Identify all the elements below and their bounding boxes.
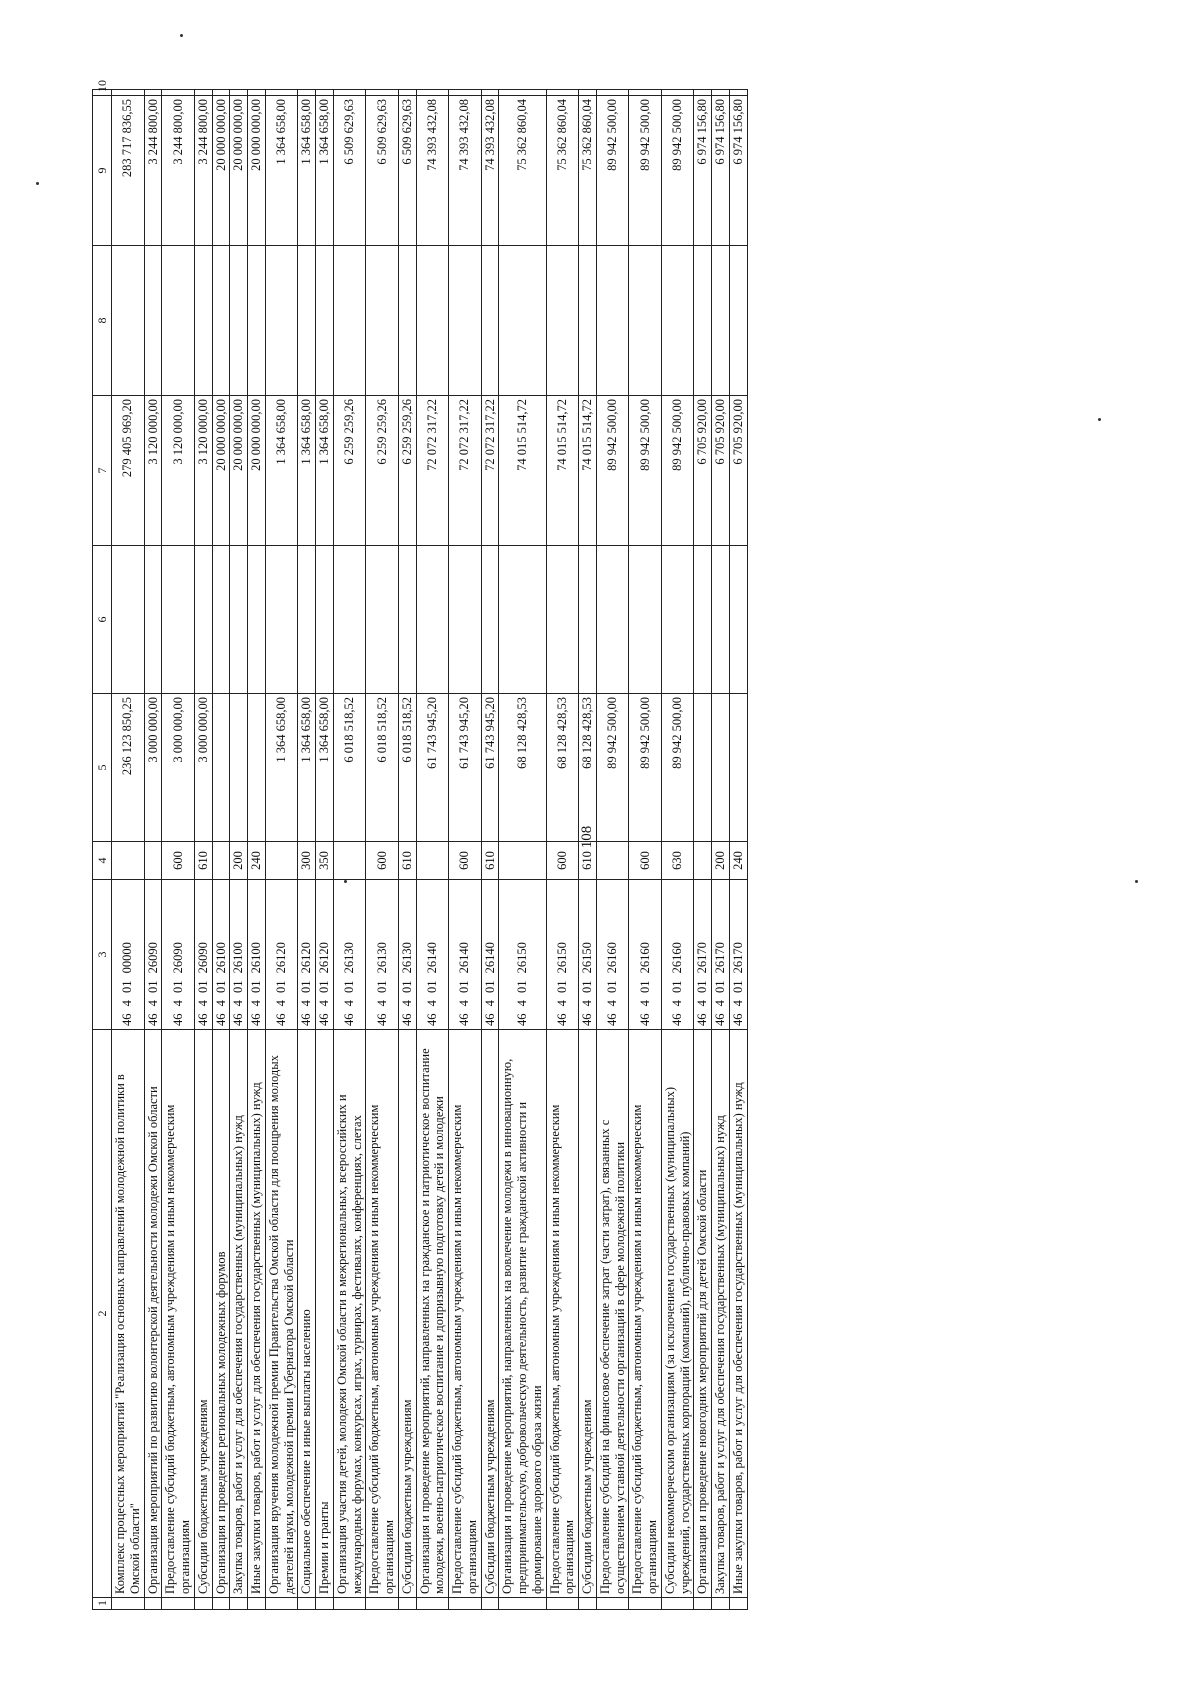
scan-speck [180, 34, 183, 37]
amount-cell: 75 362 860,04 [546, 96, 579, 246]
description-cell: Закупка товаров, работ и услуг для обеспечения государственных (муниципальных) нужд [712, 1030, 730, 1598]
target-article-code-cell: 46 4 01 26100 [212, 880, 230, 1030]
amount-cell [416, 546, 449, 694]
amount-cell [661, 546, 694, 694]
row-number-cell [194, 1598, 212, 1610]
amount-cell: 75 362 860,04 [499, 96, 546, 246]
amount-cell: 72 072 317,22 [481, 396, 499, 546]
amount-cell [579, 246, 597, 396]
amount-cell: 3 120 000,00 [162, 396, 195, 546]
row-number-cell [449, 1598, 482, 1610]
header-cell: 4 [93, 842, 112, 880]
amount-cell [712, 90, 730, 96]
description-cell: Организация участия детей, молодежи Омской области в межрегиональных, всероссийских и международных форумах, конкурсах, играх, турнирах, фестивалях, конференциях, слетах [333, 1030, 366, 1598]
amount-cell [661, 90, 694, 96]
amount-cell: 89 942 500,00 [661, 694, 694, 842]
amount-cell [481, 246, 499, 396]
amount-cell: 1 364 658,00 [265, 694, 298, 842]
target-article-code-cell: 46 4 01 26100 [230, 880, 248, 1030]
amount-cell [499, 90, 546, 96]
expense-type-cell: 610 [398, 842, 416, 880]
row-number-cell [546, 1598, 579, 1610]
expense-type-cell: 240 [248, 842, 266, 880]
target-article-code-cell: 46 4 01 26120 [265, 880, 298, 1030]
description-cell: Организация и проведение мероприятий, направленных на вовлечение молодежи в инновационную, предпринимательскую, добровольческую деятельность, развитие гражданской активности и формирование здорового образа жизни [499, 1030, 546, 1598]
amount-cell: 89 942 500,00 [661, 96, 694, 246]
table-row [144, 90, 162, 1610]
amount-cell [546, 546, 579, 694]
expense-type-cell: 200 [712, 842, 730, 880]
expense-type-cell: 600 [366, 842, 399, 880]
target-article-code-cell: 46 4 01 26100 [248, 880, 266, 1030]
expense-type-cell: 600 [629, 842, 662, 880]
amount-cell: 6 974 156,80 [729, 96, 747, 246]
expense-type-cell [144, 842, 162, 880]
header-cell: 8 [93, 246, 112, 396]
target-article-code-cell: 46 4 01 26090 [194, 880, 212, 1030]
expense-type-cell [694, 842, 712, 880]
target-article-code-cell: 46 4 01 26090 [144, 880, 162, 1030]
amount-cell: 236 123 850,25 [112, 694, 145, 842]
header-cell: 1 [93, 1598, 112, 1610]
amount-cell [194, 546, 212, 694]
description-cell: Предоставление субсидий бюджетным, автономным учреждениям и иным некоммерческим организациям [449, 1030, 482, 1598]
table-row [212, 90, 230, 1610]
amount-cell: 6 509 629,63 [366, 96, 399, 246]
amount-cell: 61 743 945,20 [449, 694, 482, 842]
table-row [481, 90, 499, 1610]
expense-type-cell: 300 [298, 842, 316, 880]
target-article-code-cell: 46 4 01 26090 [162, 880, 195, 1030]
header-cell: 3 [93, 880, 112, 1030]
amount-cell [194, 90, 212, 96]
amount-cell [298, 90, 316, 96]
amount-cell [144, 90, 162, 96]
header-cell: 10 [93, 90, 112, 96]
amount-cell: 1 364 658,00 [298, 396, 316, 546]
amount-cell: 20 000 000,00 [248, 396, 266, 546]
amount-cell: 20 000 000,00 [230, 396, 248, 546]
amount-cell [596, 246, 629, 396]
amount-cell: 74 393 432,08 [416, 96, 449, 246]
amount-cell [248, 90, 266, 96]
target-article-code-cell: 46 4 01 26150 [546, 880, 579, 1030]
row-number-cell [629, 1598, 662, 1610]
amount-cell [366, 246, 399, 396]
amount-cell [162, 546, 195, 694]
amount-cell [212, 546, 230, 694]
amount-cell [316, 246, 334, 396]
amount-cell [546, 90, 579, 96]
target-article-code-cell: 46 4 01 26140 [481, 880, 499, 1030]
header-cell: 2 [93, 1030, 112, 1598]
table-row [579, 90, 597, 1610]
amount-cell: 68 128 428,53 [499, 694, 546, 842]
amount-cell: 3 000 000,00 [162, 694, 195, 842]
row-number-cell [481, 1598, 499, 1610]
table-row [248, 90, 266, 1610]
target-article-code-cell: 46 4 01 26130 [398, 880, 416, 1030]
amount-cell [333, 546, 366, 694]
expense-type-cell: 630 [661, 842, 694, 880]
description-cell: Иные закупки товаров, работ и услуг для обеспечения государственных (муниципальных) нужд [248, 1030, 266, 1598]
amount-cell [449, 546, 482, 694]
target-article-code-cell: 46 4 01 26140 [416, 880, 449, 1030]
table-row [694, 90, 712, 1610]
description-cell: Премии и гранты [316, 1030, 334, 1598]
amount-cell [712, 246, 730, 396]
amount-cell [366, 90, 399, 96]
amount-cell [712, 694, 730, 842]
amount-cell [144, 246, 162, 396]
amount-cell [212, 246, 230, 396]
amount-cell: 6 974 156,80 [712, 96, 730, 246]
amount-cell [230, 246, 248, 396]
description-cell: Предоставление субсидий бюджетным, автономным учреждениям и иным некоммерческим организациям [366, 1030, 399, 1598]
description-cell: Субсидии бюджетным учреждениям [398, 1030, 416, 1598]
amount-cell: 1 364 658,00 [316, 694, 334, 842]
row-number-cell [499, 1598, 546, 1610]
amount-cell: 74 393 432,08 [481, 96, 499, 246]
table-row [712, 90, 730, 1610]
table-row [546, 90, 579, 1610]
amount-cell [499, 546, 546, 694]
row-number-cell [729, 1598, 747, 1610]
expense-type-cell: 610 [194, 842, 212, 880]
description-cell: Комплекс процессных мероприятий "Реализация основных направлений молодежной политики в Омской области" [112, 1030, 145, 1598]
row-number-cell [248, 1598, 266, 1610]
table-row [729, 90, 747, 1610]
row-number-cell [316, 1598, 334, 1610]
target-article-code-cell: 46 4 01 00000 [112, 880, 145, 1030]
amount-cell [694, 90, 712, 96]
amount-cell: 1 364 658,00 [298, 694, 316, 842]
target-article-code-cell: 46 4 01 26170 [729, 880, 747, 1030]
expense-type-cell [212, 842, 230, 880]
amount-cell [729, 546, 747, 694]
amount-cell: 3 244 800,00 [144, 96, 162, 246]
table-row [629, 90, 662, 1610]
description-cell: Субсидии бюджетным учреждениям [194, 1030, 212, 1598]
amount-cell: 6 705 920,00 [712, 396, 730, 546]
row-number-cell [112, 1598, 145, 1610]
expense-type-cell: 200 [230, 842, 248, 880]
description-cell: Предоставление субсидий бюджетным, автономным учреждениям и иным некоммерческим организациям [162, 1030, 195, 1598]
amount-cell [712, 546, 730, 694]
amount-cell: 72 072 317,22 [416, 396, 449, 546]
amount-cell: 3 120 000,00 [194, 396, 212, 546]
amount-cell: 89 942 500,00 [629, 396, 662, 546]
amount-cell [194, 246, 212, 396]
description-cell: Организация мероприятий по развитию волонтерской деятельности молодежи Омской области [144, 1030, 162, 1598]
amount-cell [112, 246, 145, 396]
amount-cell: 1 364 658,00 [316, 396, 334, 546]
row-number-cell [366, 1598, 399, 1610]
target-article-code-cell: 46 4 01 26120 [316, 880, 334, 1030]
expense-type-cell: 610 [579, 842, 597, 880]
amount-cell: 3 244 800,00 [162, 96, 195, 246]
description-cell: Предоставление субсидий бюджетным, автономным учреждениям и иным некоммерческим организациям [629, 1030, 662, 1598]
table-row [596, 90, 629, 1610]
amount-cell [248, 246, 266, 396]
table-row [194, 90, 212, 1610]
description-cell: Субсидии бюджетным учреждениям [579, 1030, 597, 1598]
header-cell: 6 [93, 546, 112, 694]
amount-cell: 6 259 259,26 [366, 396, 399, 546]
scan-speck [36, 182, 39, 185]
row-number-cell [298, 1598, 316, 1610]
target-article-code-cell: 46 4 01 26160 [661, 880, 694, 1030]
amount-cell: 61 743 945,20 [416, 694, 449, 842]
target-article-code-cell: 46 4 01 26130 [333, 880, 366, 1030]
expense-type-cell [265, 842, 298, 880]
header-cell: 9 [93, 96, 112, 246]
expense-type-cell: 240 [729, 842, 747, 880]
expense-type-cell: 600 [449, 842, 482, 880]
amount-cell [499, 246, 546, 396]
expense-type-cell [333, 842, 366, 880]
amount-cell [481, 90, 499, 96]
amount-cell [546, 246, 579, 396]
description-cell: Организация и проведение мероприятий, направленных на гражданское и патриотическое воспитание молодежи, военно-патриотическое воспитание и допризывную подготовку детей и молодежи [416, 1030, 449, 1598]
target-article-code-cell: 46 4 01 26120 [298, 880, 316, 1030]
scan-speck [1135, 880, 1138, 883]
table-row [449, 90, 482, 1610]
amount-cell [661, 246, 694, 396]
budget-table [92, 80, 748, 1610]
expense-type-cell: 350 [316, 842, 334, 880]
table-row [416, 90, 449, 1610]
amount-cell [162, 90, 195, 96]
amount-cell: 89 942 500,00 [596, 396, 629, 546]
row-number-cell [596, 1598, 629, 1610]
amount-cell [212, 694, 230, 842]
target-article-code-cell: 46 4 01 26150 [579, 880, 597, 1030]
amount-cell: 3 120 000,00 [144, 396, 162, 546]
amount-cell [248, 546, 266, 694]
amount-cell [230, 546, 248, 694]
row-number-cell [333, 1598, 366, 1610]
amount-cell: 6 974 156,80 [694, 96, 712, 246]
amount-cell: 3 000 000,00 [194, 694, 212, 842]
table-row [661, 90, 694, 1610]
description-cell: Социальное обеспечение и иные выплаты населению [298, 1030, 316, 1598]
amount-cell [416, 90, 449, 96]
amount-cell: 20 000 000,00 [248, 96, 266, 246]
amount-cell: 6 259 259,26 [333, 396, 366, 546]
amount-cell [694, 694, 712, 842]
table-row [398, 90, 416, 1610]
description-cell: Иные закупки товаров, работ и услуг для обеспечения государственных (муниципальных) нужд [729, 1030, 747, 1598]
row-number-cell [712, 1598, 730, 1610]
amount-cell [729, 90, 747, 96]
amount-cell [298, 246, 316, 396]
amount-cell: 74 015 514,72 [546, 396, 579, 546]
table-row [162, 90, 195, 1610]
amount-cell: 1 364 658,00 [265, 396, 298, 546]
amount-cell: 75 362 860,04 [579, 96, 597, 246]
row-number-cell [230, 1598, 248, 1610]
expense-type-cell: 600 [546, 842, 579, 880]
amount-cell: 6 259 259,26 [398, 396, 416, 546]
amount-cell: 20 000 000,00 [230, 96, 248, 246]
header-cell: 5 [93, 694, 112, 842]
page-number: 108 [579, 825, 595, 849]
amount-cell [449, 90, 482, 96]
amount-cell [398, 546, 416, 694]
target-article-code-cell: 46 4 01 26170 [694, 880, 712, 1030]
amount-cell [265, 246, 298, 396]
rotated-table-wrapper [92, 80, 748, 1610]
amount-cell: 89 942 500,00 [596, 96, 629, 246]
amount-cell [398, 246, 416, 396]
header-cell: 7 [93, 396, 112, 546]
target-article-code-cell: 46 4 01 26140 [449, 880, 482, 1030]
amount-cell: 1 364 658,00 [316, 96, 334, 246]
target-article-code-cell: 46 4 01 26170 [712, 880, 730, 1030]
amount-cell: 6 509 629,63 [333, 96, 366, 246]
row-number-cell [416, 1598, 449, 1610]
amount-cell: 6 018 518,52 [333, 694, 366, 842]
description-cell: Предоставление субсидий на финансовое обеспечение затрат (части затрат), связанных с осуществлением уставной деятельности организаций в сфере молодежной политики [596, 1030, 629, 1598]
amount-cell: 6 705 920,00 [729, 396, 747, 546]
amount-cell: 61 743 945,20 [481, 694, 499, 842]
row-number-cell [661, 1598, 694, 1610]
table-row [112, 90, 145, 1610]
expense-type-cell [416, 842, 449, 880]
table-row [499, 90, 546, 1610]
amount-cell [316, 90, 334, 96]
amount-cell [265, 546, 298, 694]
target-article-code-cell: 46 4 01 26160 [596, 880, 629, 1030]
amount-cell [248, 694, 266, 842]
amount-cell: 74 393 432,08 [449, 96, 482, 246]
amount-cell [112, 546, 145, 694]
amount-cell [230, 694, 248, 842]
table-row [333, 90, 366, 1610]
amount-cell [596, 546, 629, 694]
expense-type-cell: 600 [162, 842, 195, 880]
expense-type-cell [596, 842, 629, 880]
row-number-cell [162, 1598, 195, 1610]
row-number-cell [212, 1598, 230, 1610]
row-number-cell [579, 1598, 597, 1610]
amount-cell [162, 246, 195, 396]
target-article-code-cell: 46 4 01 26130 [366, 880, 399, 1030]
amount-cell [694, 546, 712, 694]
amount-cell: 283 717 836,55 [112, 96, 145, 246]
amount-cell [629, 546, 662, 694]
amount-cell: 1 364 658,00 [265, 96, 298, 246]
description-cell: Организация и проведение региональных молодежных форумов [212, 1030, 230, 1598]
amount-cell [298, 546, 316, 694]
amount-cell [333, 246, 366, 396]
row-number-cell [398, 1598, 416, 1610]
amount-cell: 20 000 000,00 [212, 96, 230, 246]
amount-cell [449, 246, 482, 396]
target-article-code-cell: 46 4 01 26150 [499, 880, 546, 1030]
amount-cell: 68 128 428,53 [579, 694, 597, 842]
amount-cell [629, 90, 662, 96]
row-number-cell [694, 1598, 712, 1610]
amount-cell: 6 018 518,52 [366, 694, 399, 842]
amount-cell [596, 90, 629, 96]
amount-cell [729, 694, 747, 842]
expense-type-cell [112, 842, 145, 880]
amount-cell: 68 128 428,53 [546, 694, 579, 842]
amount-cell: 89 942 500,00 [629, 694, 662, 842]
amount-cell: 6 705 920,00 [694, 396, 712, 546]
description-cell: Предоставление субсидий бюджетным, автономным учреждениям и иным некоммерческим организациям [546, 1030, 579, 1598]
amount-cell: 3 244 800,00 [194, 96, 212, 246]
amount-cell [481, 546, 499, 694]
amount-cell [629, 246, 662, 396]
amount-cell: 89 942 500,00 [661, 396, 694, 546]
amount-cell [333, 90, 366, 96]
table-row [366, 90, 399, 1610]
table-row [298, 90, 316, 1610]
amount-cell: 3 000 000,00 [144, 694, 162, 842]
amount-cell [579, 90, 597, 96]
table-row [230, 90, 248, 1610]
amount-cell: 6 509 629,63 [398, 96, 416, 246]
amount-cell: 20 000 000,00 [212, 396, 230, 546]
row-number-cell [265, 1598, 298, 1610]
amount-cell: 6 018 518,52 [398, 694, 416, 842]
description-cell: Организация и проведение новогодних мероприятий для детей Омской области [694, 1030, 712, 1598]
amount-cell: 72 072 317,22 [449, 396, 482, 546]
amount-cell: 89 942 500,00 [629, 96, 662, 246]
expense-type-cell [499, 842, 546, 880]
amount-cell [265, 90, 298, 96]
amount-cell [579, 546, 597, 694]
header-row [93, 90, 112, 1610]
amount-cell: 74 015 514,72 [499, 396, 546, 546]
amount-cell: 89 942 500,00 [596, 694, 629, 842]
amount-cell: 74 015 514,72 [579, 396, 597, 546]
scan-speck [1098, 418, 1101, 421]
amount-cell: 1 364 658,00 [298, 96, 316, 246]
description-cell: Субсидии некоммерческим организациям (за исключением государственных (муниципальных) учреждений, государственных корпораций (компаний), публично-правовых компаний) [661, 1030, 694, 1598]
amount-cell [316, 546, 334, 694]
amount-cell [144, 546, 162, 694]
amount-cell [230, 90, 248, 96]
amount-cell: 279 405 969,20 [112, 396, 145, 546]
description-cell: Организация вручения молодежной премии Правительства Омской области для поощрения молодых деятелей науки, молодежной премии Губернатора Омской области [265, 1030, 298, 1598]
description-cell: Закупка товаров, работ и услуг для обеспечения государственных (муниципальных) нужд [230, 1030, 248, 1598]
amount-cell [212, 90, 230, 96]
expense-type-cell: 610 [481, 842, 499, 880]
amount-cell [112, 90, 145, 96]
description-cell: Субсидии бюджетным учреждениям [481, 1030, 499, 1598]
amount-cell [366, 546, 399, 694]
amount-cell [416, 246, 449, 396]
target-article-code-cell: 46 4 01 26160 [629, 880, 662, 1030]
amount-cell [729, 246, 747, 396]
amount-cell [398, 90, 416, 96]
row-number-cell [144, 1598, 162, 1610]
table-row [316, 90, 334, 1610]
amount-cell [694, 246, 712, 396]
table-row [265, 90, 298, 1610]
